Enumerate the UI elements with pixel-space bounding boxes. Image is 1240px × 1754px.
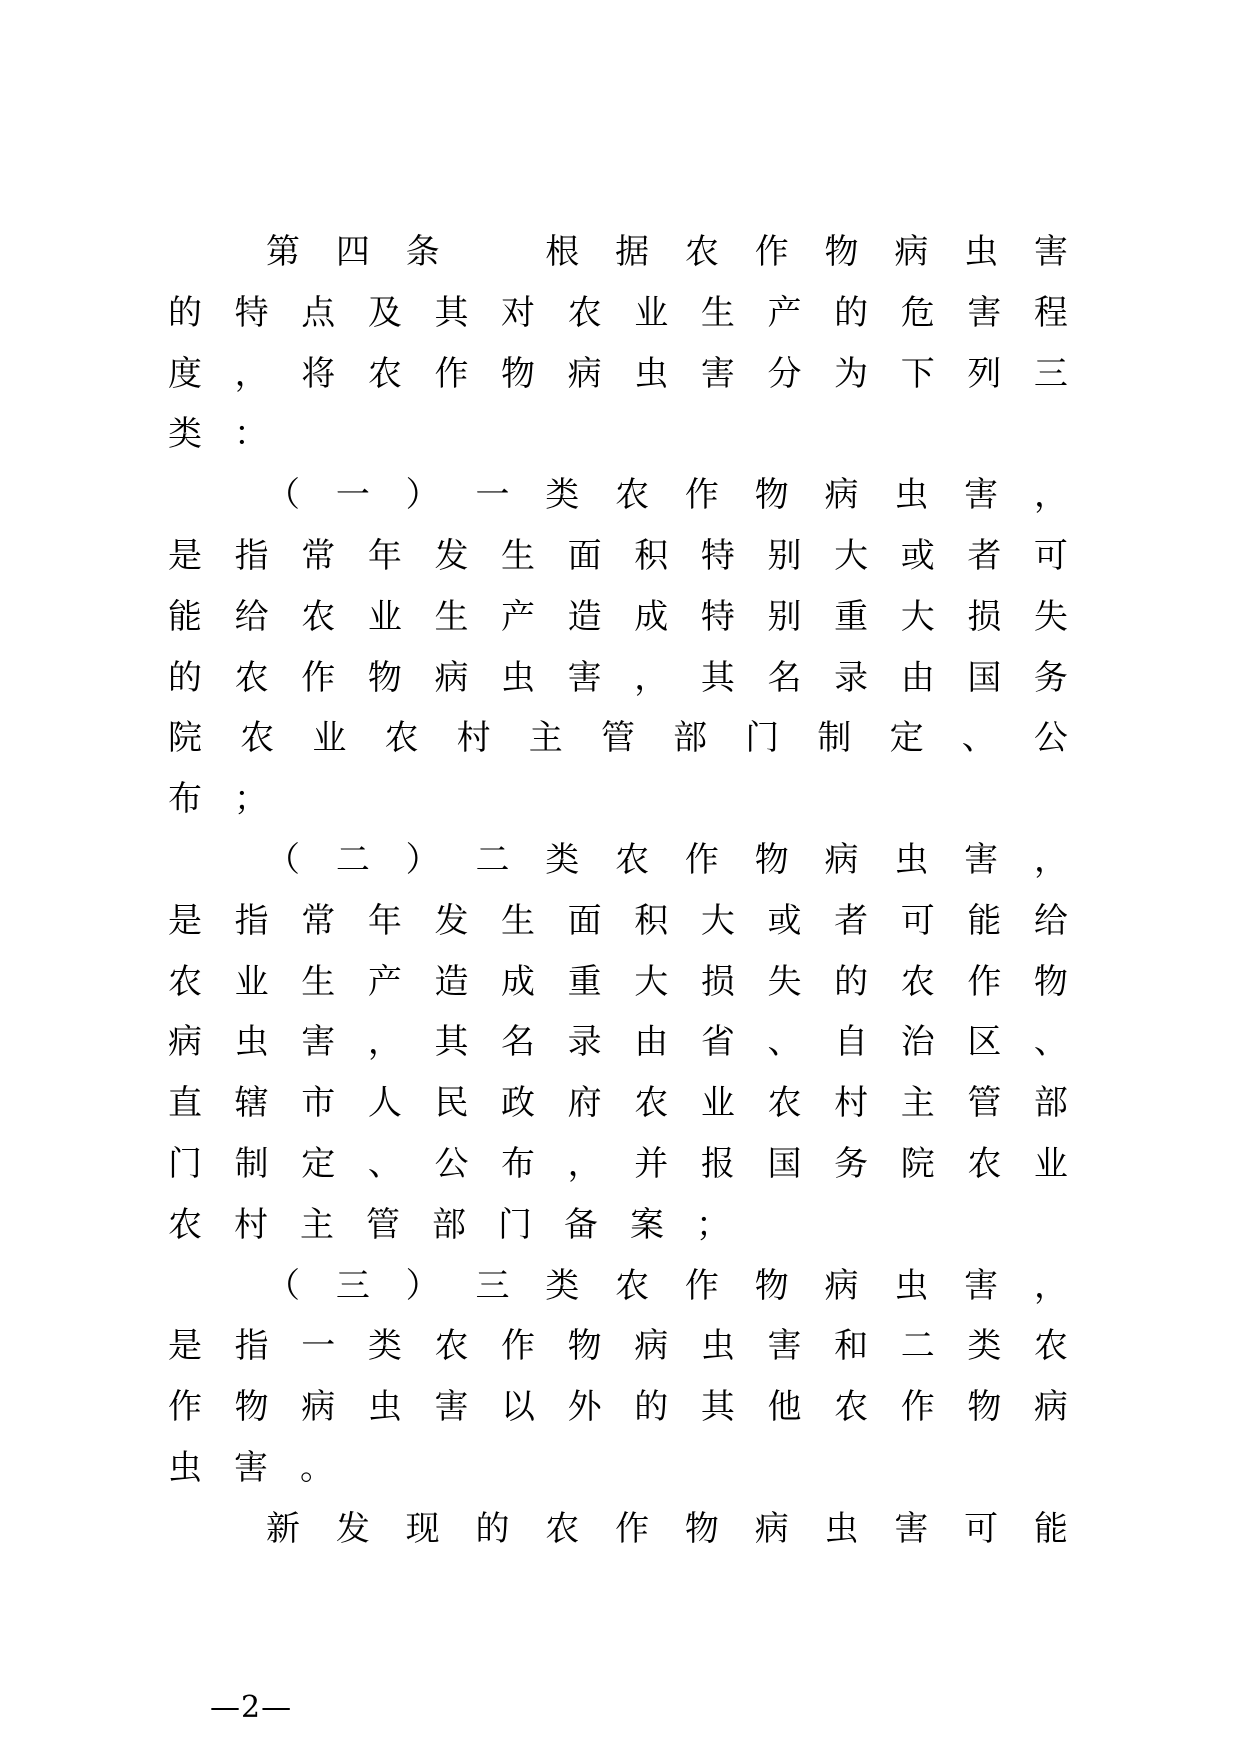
text-char: 三: [335, 1265, 370, 1306]
text-char: 病: [301, 1387, 336, 1428]
text-char: 治: [900, 1022, 935, 1063]
text-char: 虫: [501, 657, 536, 698]
text-char: ：: [234, 414, 268, 455]
text-char: 或: [767, 900, 802, 941]
text-char: ；: [234, 779, 268, 820]
text-char: 由: [900, 657, 935, 698]
text-char: 作: [684, 475, 719, 516]
text-char: 村: [834, 1083, 869, 1124]
text-char: 国: [767, 1143, 802, 1184]
text-line: [168, 1499, 1068, 1560]
text-char: 虫: [894, 839, 929, 880]
text-char: 一: [301, 1326, 336, 1367]
text-char: 备: [564, 1204, 598, 1245]
text-char: 大: [834, 535, 869, 576]
text-line: [168, 344, 1068, 405]
text-char: 特: [700, 596, 735, 637]
text-char: 据: [615, 232, 650, 272]
text-char: 类: [545, 839, 580, 880]
text-char: 特: [234, 292, 269, 333]
text-char: 并: [634, 1143, 669, 1184]
text-char: 虫: [234, 1022, 269, 1063]
text-char: 虫: [700, 1326, 735, 1367]
text-char: 程: [1033, 292, 1068, 333]
text-char: 农: [301, 596, 336, 637]
text-line: [168, 891, 1068, 952]
text-char: 村: [234, 1204, 268, 1245]
text-char: 四: [335, 232, 370, 272]
text-char: 虫: [894, 475, 929, 516]
text-char: 人: [367, 1083, 402, 1124]
text-char: 是: [168, 900, 202, 941]
text-char: 类: [168, 414, 202, 455]
text-char: 一: [335, 475, 370, 516]
text-line: [168, 222, 1068, 283]
text-char: 下: [900, 353, 935, 394]
text-char: 名: [767, 657, 802, 698]
text-char: 名: [501, 1022, 536, 1063]
text-char: 发: [434, 900, 469, 941]
text-char: 分: [767, 353, 802, 394]
text-char: 虫: [168, 1447, 202, 1488]
text-line: [168, 283, 1068, 344]
text-char: 辖: [234, 1083, 269, 1124]
text-char: 生: [700, 292, 735, 333]
text-char: 害: [894, 1508, 929, 1549]
text-char: 产: [767, 292, 802, 333]
text-char: ，: [367, 1022, 402, 1063]
text-char: 农: [834, 1387, 869, 1428]
text-char: 外: [567, 1387, 602, 1428]
text-char: 别: [767, 535, 802, 576]
text-char: 录: [834, 657, 869, 698]
text-char: ，: [634, 657, 669, 698]
text-line: [168, 1012, 1068, 1073]
text-char: 其: [434, 1022, 469, 1063]
text-char: 害: [1033, 232, 1068, 272]
text-char: 农: [967, 1143, 1002, 1184]
text-char: 病: [824, 1265, 859, 1306]
text-line: [168, 830, 1068, 891]
text-char: 主: [900, 1083, 935, 1124]
text-char: 可: [900, 900, 935, 941]
text-char: 害: [567, 657, 602, 698]
text-char: 重: [567, 961, 602, 1002]
text-char: 害: [964, 1265, 999, 1306]
text-char: 者: [967, 535, 1002, 576]
text-char: 害: [964, 839, 999, 880]
text-char: 作: [754, 232, 789, 272]
text-char: 作: [501, 1326, 536, 1367]
text-char: 年: [367, 535, 402, 576]
text-char: 指: [234, 900, 269, 941]
text-char: 主: [528, 718, 563, 759]
text-char: 能: [168, 596, 202, 637]
text-char: 、: [367, 1143, 402, 1184]
text-char: 大: [700, 900, 735, 941]
text-char: 对: [501, 292, 536, 333]
text-char: 业: [634, 292, 669, 333]
text-char: 民: [434, 1083, 469, 1124]
text-line: [168, 587, 1068, 648]
text-char: 二: [335, 839, 370, 880]
text-char: 物: [367, 657, 402, 698]
text-line: [168, 1316, 1068, 1377]
text-char: 农: [567, 292, 602, 333]
text-char: 部: [1033, 1083, 1068, 1124]
text-char: 物: [754, 475, 789, 516]
text-char: 类: [545, 475, 580, 516]
text-char: 农: [767, 1083, 802, 1124]
text-char: 以: [501, 1387, 536, 1428]
text-char: 的: [168, 292, 202, 333]
text-char: 作: [900, 1387, 935, 1428]
text-line: [168, 952, 1068, 1013]
text-char: 造: [567, 596, 602, 637]
text-char: 物: [684, 1508, 719, 1549]
text-char: 二: [475, 839, 510, 880]
text-char: 危: [900, 292, 935, 333]
text-char: 积: [634, 900, 669, 941]
text-char: 省: [700, 1022, 735, 1063]
text-char: 面: [567, 900, 602, 941]
text-char: 积: [634, 535, 669, 576]
text-char: 案: [630, 1204, 664, 1245]
text-char: 和: [834, 1326, 869, 1367]
text-line: [168, 404, 1068, 465]
text-char: （: [266, 475, 300, 516]
text-char: 别: [767, 596, 802, 637]
text-char: 一: [475, 475, 510, 516]
text-char: 物: [567, 1326, 602, 1367]
text-char: 物: [501, 353, 536, 394]
text-char: 常: [301, 900, 336, 941]
text-char: 的: [634, 1387, 669, 1428]
text-char: 农: [434, 1326, 469, 1367]
text-char: 物: [754, 839, 789, 880]
text-char: 物: [754, 1265, 789, 1306]
text-char: 管: [366, 1204, 400, 1245]
text-char: ，: [1033, 475, 1068, 516]
text-char: 国: [967, 657, 1002, 698]
text-char: 由: [634, 1022, 669, 1063]
text-char: 报: [700, 1143, 735, 1184]
text-char: 产: [367, 961, 402, 1002]
text-char: 政: [501, 1083, 536, 1124]
text-char: 生: [301, 961, 336, 1002]
text-char: 度: [168, 353, 202, 394]
text-char: ）: [405, 1265, 440, 1306]
text-char: 失: [767, 961, 802, 1002]
text-char: 其: [700, 657, 735, 698]
text-char: 是: [168, 1326, 202, 1367]
text-char: 类: [545, 1265, 580, 1306]
text-char: ，: [567, 1143, 602, 1184]
text-char: 制: [234, 1143, 269, 1184]
text-char: 点: [301, 292, 336, 333]
text-char: （: [266, 1265, 300, 1306]
text-char: 其: [700, 1387, 735, 1428]
text-char: 的: [834, 961, 869, 1002]
text-char: 指: [234, 1326, 269, 1367]
text-char: 定: [889, 718, 924, 759]
text-char: 病: [824, 475, 859, 516]
text-char: 损: [967, 596, 1002, 637]
text-char: 病: [1033, 1387, 1068, 1428]
text-char: 农: [234, 657, 269, 698]
text-char: 成: [501, 961, 536, 1002]
text-char: 公: [434, 1143, 469, 1184]
text-char: 能: [1033, 1508, 1068, 1549]
text-char: 业: [234, 961, 269, 1002]
text-char: 三: [475, 1265, 510, 1306]
text-char: 管: [967, 1083, 1002, 1124]
text-char: 农: [367, 353, 402, 394]
text-char: 新: [266, 1508, 300, 1549]
text-char: 损: [700, 961, 735, 1002]
text-char: 病: [754, 1508, 789, 1549]
text-char: 农: [168, 1204, 202, 1245]
text-char: 根: [545, 232, 580, 272]
text-char: 的: [475, 1508, 510, 1549]
text-char: 类: [967, 1326, 1002, 1367]
text-char: 害: [301, 1022, 336, 1063]
text-char: ；: [696, 1204, 730, 1245]
text-char: 给: [234, 596, 269, 637]
text-char: 病: [894, 232, 929, 272]
text-char: 物: [967, 1387, 1002, 1428]
text-char: 其: [434, 292, 469, 333]
text-char: 产: [501, 596, 536, 637]
text-char: 害: [434, 1387, 469, 1428]
text-char: 大: [634, 961, 669, 1002]
text-char: 害: [967, 292, 1002, 333]
text-char: 作: [615, 1508, 650, 1549]
text-char: 、: [1033, 1022, 1068, 1063]
text-char: 成: [634, 596, 669, 637]
text-char: 现: [405, 1508, 440, 1549]
text-char: 区: [967, 1022, 1002, 1063]
text-char: 农: [615, 839, 650, 880]
text-char: 农: [615, 475, 650, 516]
text-char: 门: [498, 1204, 532, 1245]
text-char: 物: [234, 1387, 269, 1428]
text-char: 给: [1033, 900, 1068, 941]
text-char: 农: [384, 718, 419, 759]
text-char: 农: [1033, 1326, 1068, 1367]
text-char: 病: [634, 1326, 669, 1367]
text-char: 的: [168, 657, 202, 698]
text-char: 大: [900, 596, 935, 637]
text-char: 部: [673, 718, 708, 759]
text-char: 生: [501, 535, 536, 576]
text-char: 作: [967, 961, 1002, 1002]
text-char: 村: [456, 718, 491, 759]
text-char: 害: [767, 1326, 802, 1367]
text-char: 农: [545, 1508, 580, 1549]
text-char: ）: [405, 839, 440, 880]
text-char: 可: [964, 1508, 999, 1549]
text-char: 指: [234, 535, 269, 576]
text-char: 布: [501, 1143, 536, 1184]
text-char: 三: [1033, 353, 1068, 394]
text-char: 病: [168, 1022, 202, 1063]
text-char: 害: [234, 1447, 268, 1488]
text-char: 管: [600, 718, 635, 759]
text-char: 生: [501, 900, 536, 941]
text-char: 造: [434, 961, 469, 1002]
text-char: 定: [301, 1143, 336, 1184]
text-line: [168, 769, 1068, 830]
text-line: [168, 1134, 1068, 1195]
text-char: （: [266, 839, 300, 880]
text-char: 业: [1033, 1143, 1068, 1184]
text-char: 农: [615, 1265, 650, 1306]
text-char: 农: [684, 232, 719, 272]
text-char: 农: [168, 961, 202, 1002]
text-char: 农: [240, 718, 275, 759]
text-char: 自: [834, 1022, 869, 1063]
text-char: 常: [301, 535, 336, 576]
text-char: 或: [900, 535, 935, 576]
text-char: 直: [168, 1083, 202, 1124]
text-char: ，: [1033, 839, 1068, 880]
text-char: 务: [1033, 657, 1068, 698]
text-char: 列: [967, 353, 1002, 394]
text-char: 府: [567, 1083, 602, 1124]
text-char: 虫: [964, 232, 999, 272]
text-char: 为: [834, 353, 869, 394]
text-line: [168, 526, 1068, 587]
text-char: 重: [834, 596, 869, 637]
text-char: 发: [434, 535, 469, 576]
text-line: [168, 1377, 1068, 1438]
text-char: 院: [900, 1143, 935, 1184]
text-line: [168, 465, 1068, 526]
text-char: 作: [684, 1265, 719, 1306]
text-char: 特: [700, 535, 735, 576]
text-char: 可: [1033, 535, 1068, 576]
text-char: 是: [168, 535, 202, 576]
text-char: 作: [301, 657, 336, 698]
text-char: 。: [300, 1447, 334, 1488]
text-char: ）: [405, 475, 440, 516]
text-char: 的: [834, 292, 869, 333]
text-char: 虫: [367, 1387, 402, 1428]
text-char: 物: [824, 232, 859, 272]
text-char: 公: [1033, 718, 1068, 759]
text-char: 制: [817, 718, 852, 759]
text-char: 农: [634, 1083, 669, 1124]
text-char: 条: [405, 232, 440, 272]
text-char: 主: [300, 1204, 334, 1245]
text-char: 业: [367, 596, 402, 637]
text-char: 者: [834, 900, 869, 941]
text-char: 害: [700, 353, 735, 394]
text-char: 病: [567, 353, 602, 394]
text-char: 、: [767, 1022, 802, 1063]
text-char: 作: [434, 353, 469, 394]
text-line: [168, 1438, 1068, 1499]
text-char: 失: [1033, 596, 1068, 637]
text-char: 类: [367, 1326, 402, 1367]
text-char: 布: [168, 779, 202, 820]
text-char: 录: [567, 1022, 602, 1063]
text-line: [168, 648, 1068, 709]
text-char: 院: [168, 718, 202, 759]
text-char: 、: [961, 718, 996, 759]
page-number: —2—: [210, 1690, 293, 1725]
text-line: [168, 1195, 1068, 1256]
text-char: 务: [834, 1143, 869, 1184]
text-char: 业: [700, 1083, 735, 1124]
text-char: 作: [168, 1387, 202, 1428]
text-char: ，: [1033, 1265, 1068, 1306]
text-char: 第: [266, 232, 300, 272]
text-char: 面: [567, 535, 602, 576]
text-char: [475, 222, 509, 283]
text-char: 将: [301, 353, 336, 394]
text-char: 虫: [894, 1265, 929, 1306]
text-char: 发: [335, 1508, 370, 1549]
text-line: [168, 1073, 1068, 1134]
text-char: 市: [301, 1083, 336, 1124]
text-char: 害: [964, 475, 999, 516]
document-body: [168, 222, 1068, 1560]
text-char: 虫: [634, 353, 669, 394]
text-char: 门: [745, 718, 780, 759]
text-char: 生: [434, 596, 469, 637]
text-line: [168, 708, 1068, 769]
text-char: 农: [900, 961, 935, 1002]
text-char: 门: [168, 1143, 202, 1184]
text-char: 他: [767, 1387, 802, 1428]
text-char: 能: [967, 900, 1002, 941]
text-char: 物: [1033, 961, 1068, 1002]
text-char: 及: [367, 292, 402, 333]
text-char: 二: [900, 1326, 935, 1367]
text-char: 年: [367, 900, 402, 941]
text-char: 病: [824, 839, 859, 880]
text-char: 病: [434, 657, 469, 698]
text-char: 作: [684, 839, 719, 880]
text-line: [168, 1256, 1068, 1317]
text-char: 业: [312, 718, 347, 759]
text-char: 虫: [824, 1508, 859, 1549]
text-char: ，: [234, 353, 269, 394]
text-char: 部: [432, 1204, 466, 1245]
